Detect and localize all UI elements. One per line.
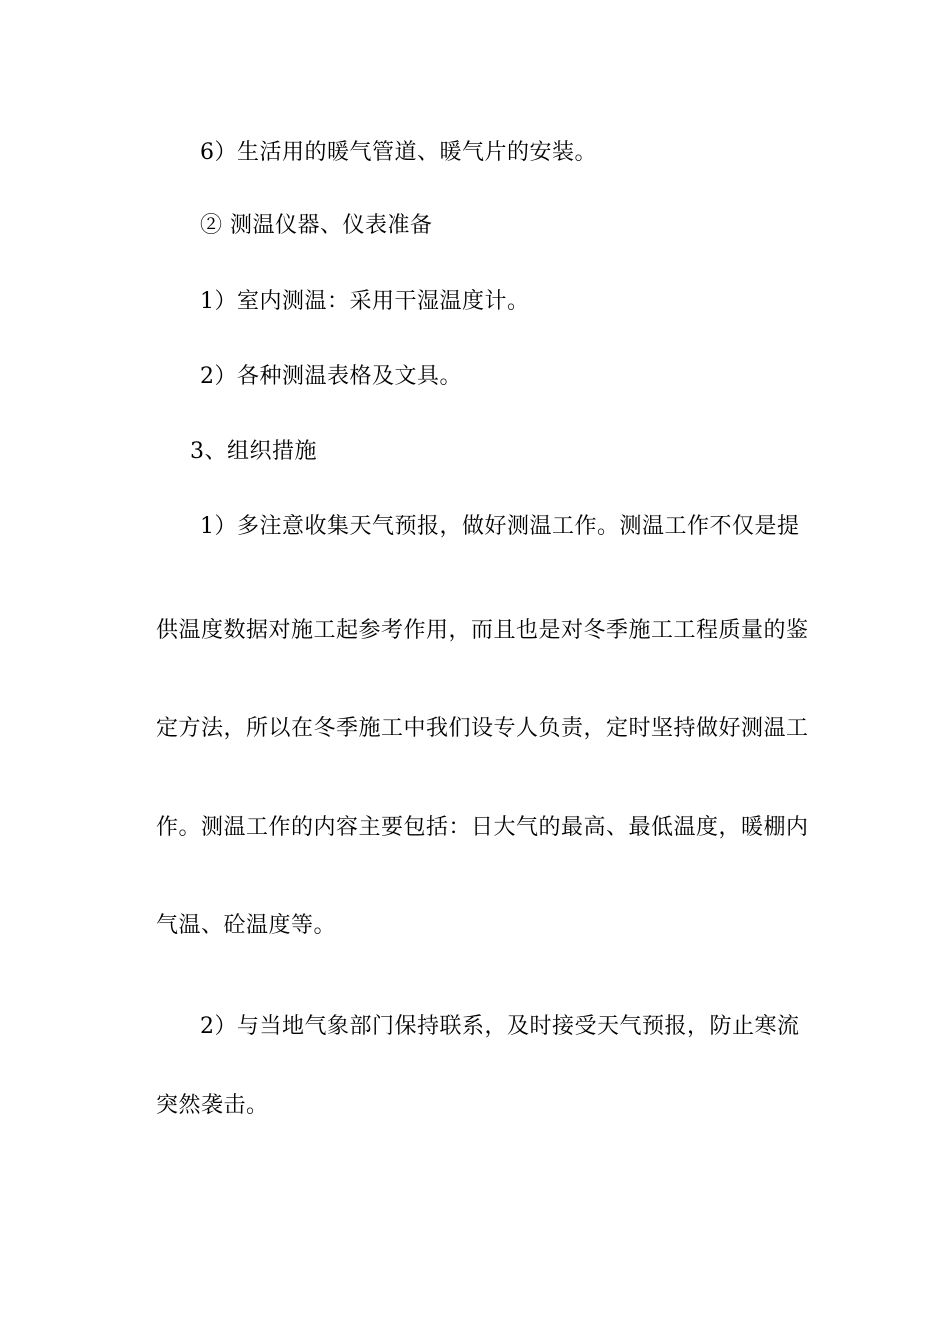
section-heading-organization: 3、组织措施: [190, 439, 317, 464]
paragraph-2-line-2: 突然袭击。: [156, 1093, 269, 1118]
text-line-heating-installation: 6）生活用的暖气管道、暖气片的安装。: [200, 140, 597, 165]
text-line-indoor-measurement: 1）室内测温：采用干湿温度计。: [200, 289, 530, 314]
paragraph-1-line-3: 定方法，所以在冬季施工中我们设专人负责，定时坚持做好测温工: [156, 716, 809, 741]
paragraph-1-line-4: 作。测温工作的内容主要包括：日大气的最高、最低温度，暖棚内: [156, 815, 809, 840]
paragraph-1-line-2: 供温度数据对施工起参考作用，而且也是对冬季施工工程质量的鉴: [156, 618, 809, 643]
text-line-instrument-heading: ② 测温仪器、仪表准备: [200, 213, 433, 238]
text-line-forms-stationery: 2）各种测温表格及文具。: [200, 364, 462, 389]
paragraph-1-line-5: 气温、砼温度等。: [156, 913, 337, 938]
paragraph-1-line-1: 1）多注意收集天气预报，做好测温工作。测温工作不仅是提: [200, 514, 800, 539]
paragraph-2-line-1: 2）与当地气象部门保持联系，及时接受天气预报，防止寒流: [200, 1014, 800, 1039]
